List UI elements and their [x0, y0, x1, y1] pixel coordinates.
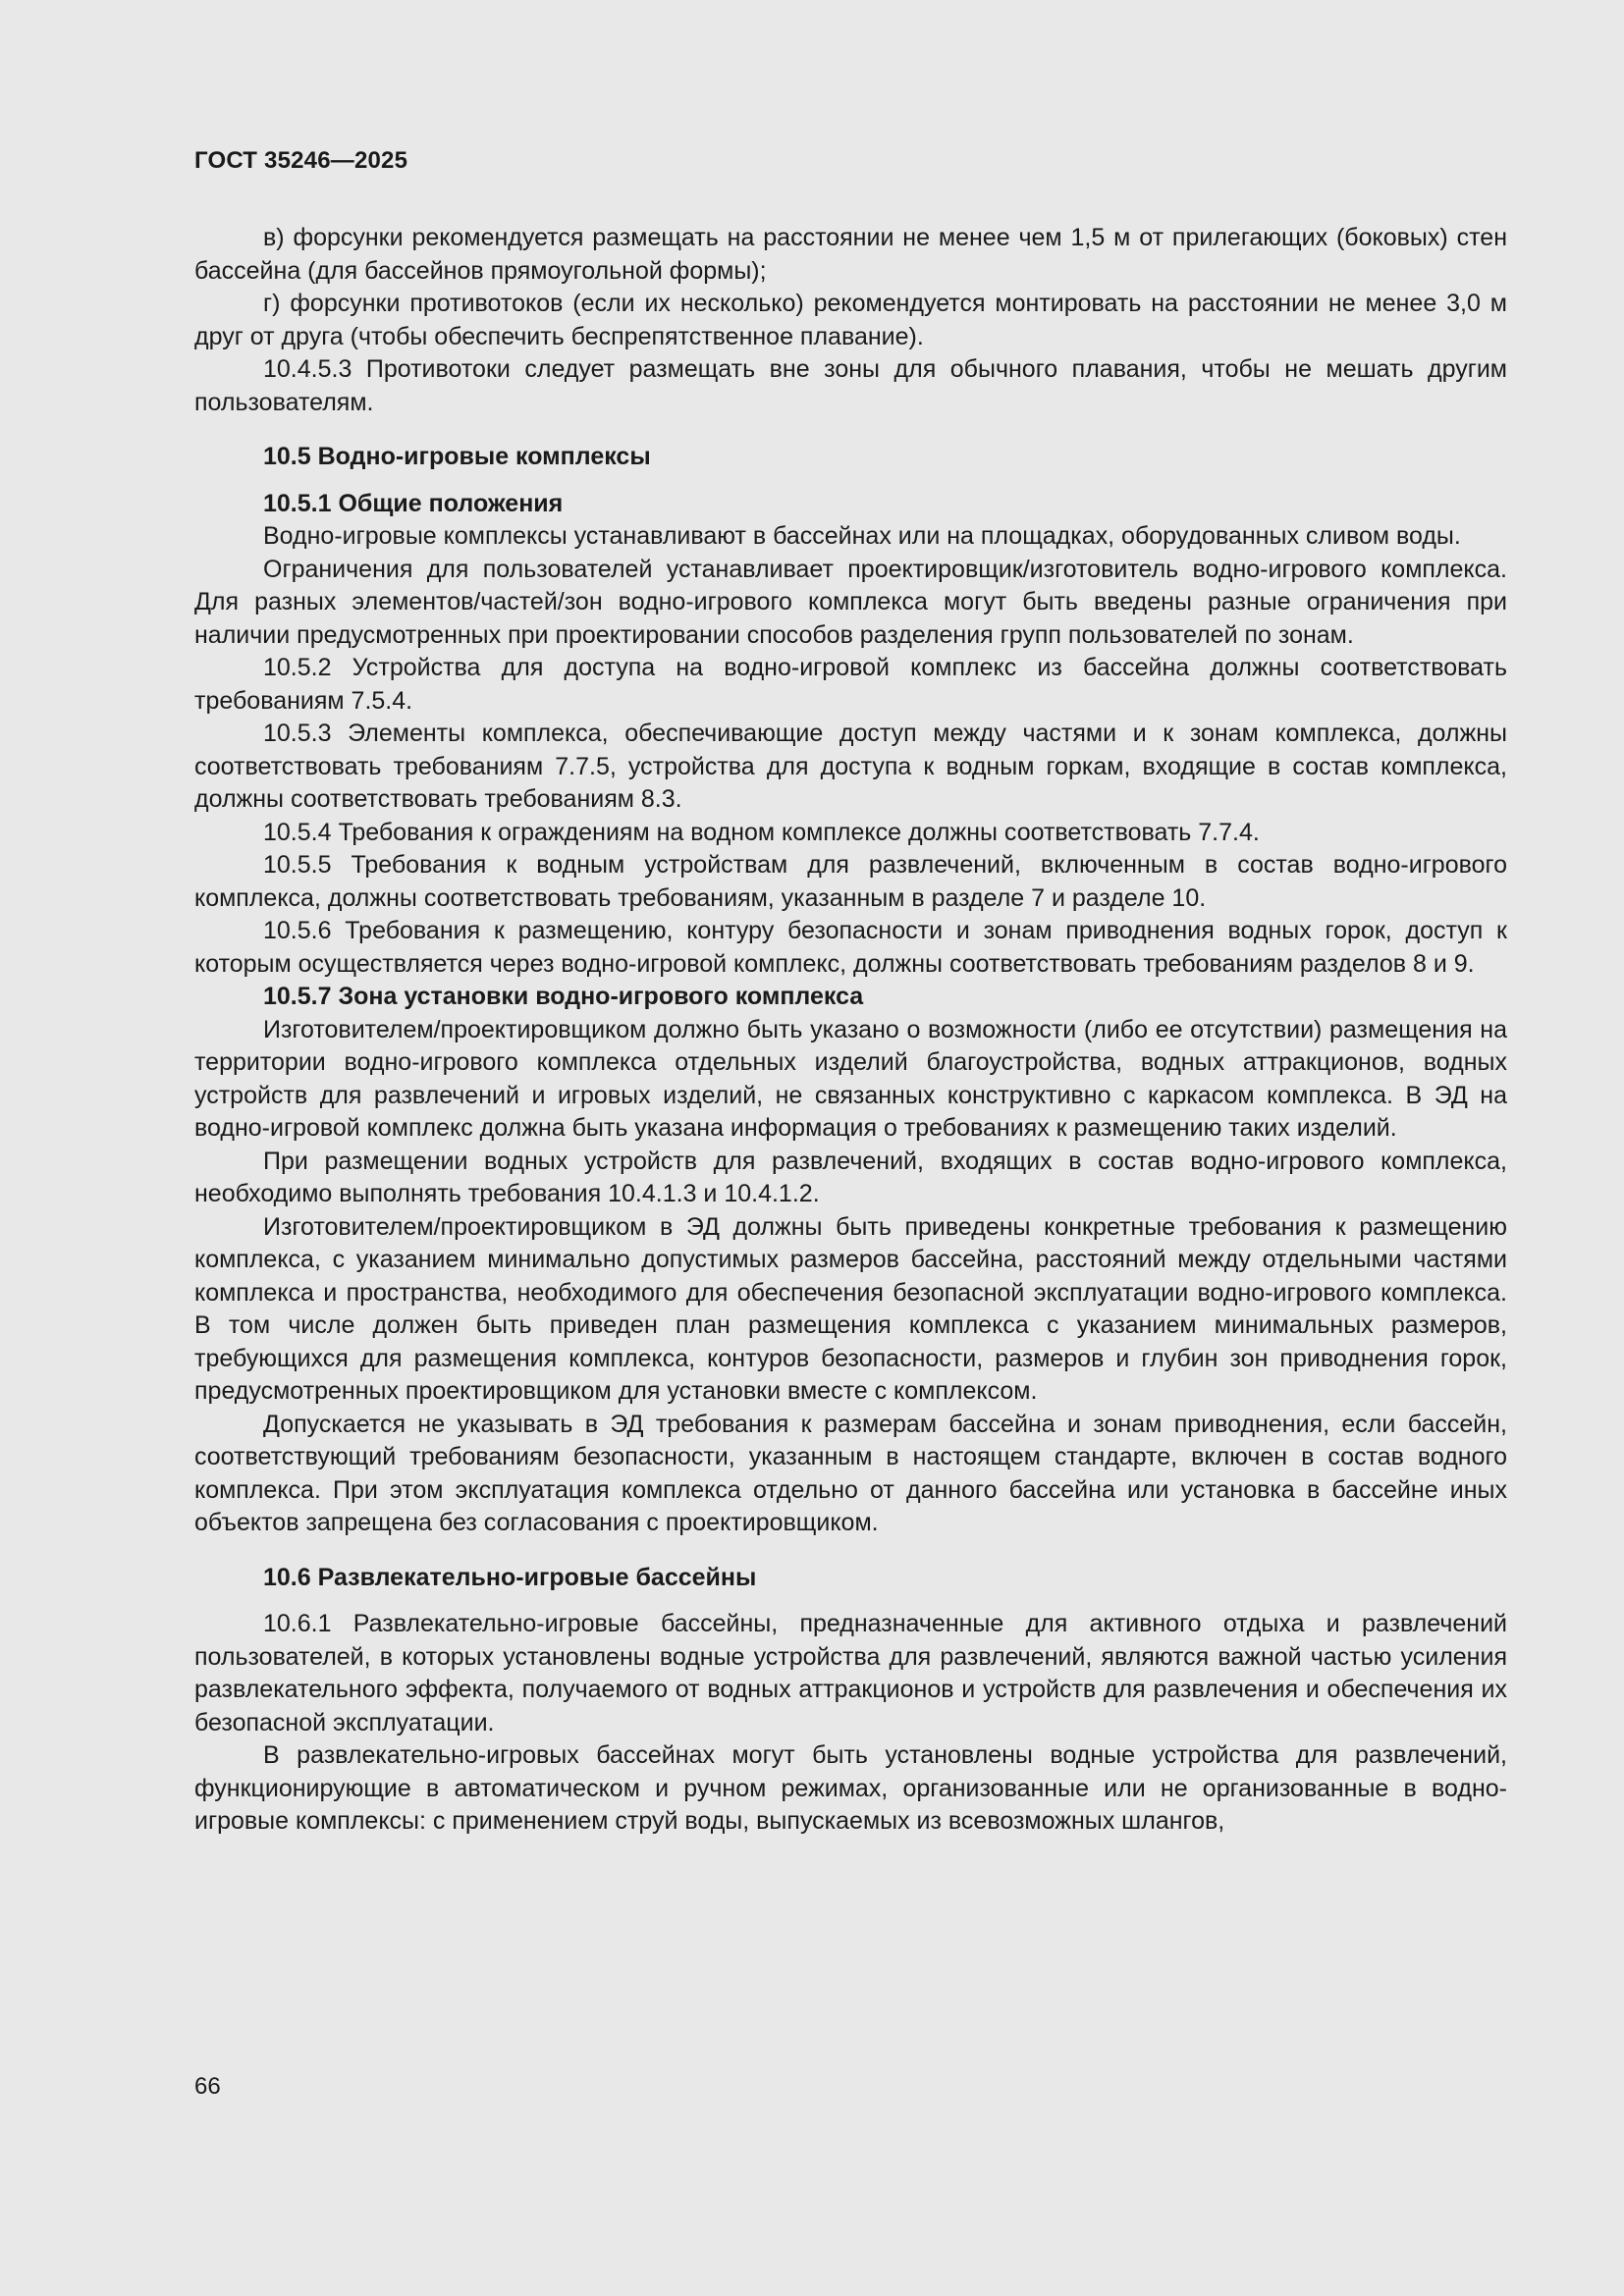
paragraph-10-5-1-a: Водно-игровые комплексы устанавливают в бассейнах или на площадках, оборудованных сливом воды. — [263, 522, 1461, 550]
paragraph-10-5-3: 10.5.3 Элементы комплекса, обеспечивающие доступ между частями и к зонам комплекса, должны соответствовать требованиям 7.7.5, устройства для доступа к водным горкам, входящие в состав комплекса, должны соответствовать требованиям 8.3. — [194, 720, 1507, 813]
paragraph-10-4-5-3: 10.4.5.3 Противотоки следует размещать вне зоны для обычного плавания, чтобы не мешать другим пользователям. — [194, 355, 1507, 416]
paragraph-10-5-7-b: При размещении водных устройств для развлечений, входящих в состав водно-игрового комплекса, необходимо выполнять требования 10.4.1.3 и 10.4.1.2. — [194, 1147, 1507, 1207]
paragraph-10-5-5: 10.5.5 Требования к водным устройствам для развлечений, включенным в состав водно-игрового комплекса, должны соответствовать требованиям, указанным в разделе 7 и разделе 10. — [194, 851, 1507, 912]
document-header: ГОСТ 35246—2025 — [194, 147, 408, 174]
paragraph-10-5-6: 10.5.6 Требования к размещению, контуру безопасности и зонам приводнения водных горок, доступ к которым осуществляется через водно-игровой комплекс, должны соответствовать требованиям разделов 8 и 9. — [194, 917, 1507, 978]
paragraph-10-6-1: 10.6.1 Развлекательно-игровые бассейны, предназначенные для активного отдыха и развлечений пользователей, в которых установлены водные устройства для развлечений, являются важной частью усиления развлекательного эффекта, получаемого от водных аттракционов и устройств для развлечения и обеспечения их безопасной эксплуатации. — [194, 1610, 1507, 1736]
paragraph-10-4-5-2-v: в) форсунки рекомендуется размещать на расстоянии не менее чем 1,5 м от прилегающих (боковых) стен бассейна (для бассейнов прямоугольной формы); — [194, 224, 1507, 285]
document-body — [194, 222, 1507, 1839]
paragraph-10-5-4: 10.5.4 Требования к ограждениям на водном комплексе должны соответствовать 7.7.4. — [263, 818, 1260, 846]
paragraph-10-4-5-2-g: г) форсунки противотоков (если их несколько) рекомендуется монтировать на расстоянии не менее 3,0 м друг от друга (чтобы обеспечить беспрепятственное плавание). — [194, 290, 1507, 350]
paragraph-10-5-7-d: Допускается не указывать в ЭД требования к размерам бассейна и зонам приводнения, если бассейн, соответствующий требованиям безопасности, указанным в настоящем стандарте, включен в состав водного комплекса. При этом эксплуатация комплекса отдельно от данного бассейна или установка в бассейне иных объектов запрещена без согласования с проектировщиком. — [194, 1410, 1507, 1536]
heading-10-5-7: 10.5.7 Зона установки водно-игрового комплекса — [263, 983, 864, 1010]
page-number: 66 — [194, 2073, 221, 2100]
paragraph-10-5-2: 10.5.2 Устройства для доступа на водно-игровой комплекс из бассейна должны соответствовать требованиям 7.5.4. — [194, 654, 1507, 715]
heading-10-5: 10.5 Водно-игровые комплексы — [263, 443, 651, 470]
paragraph-10-5-7-c: Изготовителем/проектировщиком в ЭД должны быть приведены конкретные требования к размещению комплекса, с указанием минимально допустимых размеров бассейна, расстояний между отдельными частями комплекса и пространства, необходимого для обеспечения безопасной эксплуатации водно-игрового комплекса. В том числе должен быть приведен план размещения комплекса с указанием минимальных размеров, требующихся для размещения комплекса, контуров безопасности, размеров и глубин зон приводнения горок, предусмотренных проектировщиком для установки вместе с комплексом. — [194, 1212, 1507, 1405]
heading-10-5-1: 10.5.1 Общие положения — [263, 489, 564, 517]
paragraph-10-5-7-a: Изготовителем/проектировщиком должно быть указано о возможности (либо ее отсутствии) размещения на территории водно-игрового комплекса отдельных изделий благоустройства, водных аттракционов, водных устройств для развлечений и игровых изделий, не связанных конструктивно с каркасом комплекса. В ЭД на водно-игровой комплекс должна быть указана информация о требованиях к размещению таких изделий. — [194, 1015, 1507, 1142]
paragraph-10-6-1-b: В развлекательно-игровых бассейнах могут быть установлены водные устройства для развлечений, функционирующие в автоматическом и ручном режимах, организованные или не организованные в водно-игровые комплексы: с применением струй воды, выпускаемых из всевозможных шлангов, — [194, 1741, 1507, 1835]
heading-10-6: 10.6 Развлекательно-игровые бассейны — [263, 1563, 757, 1591]
paragraph-10-5-1-b: Ограничения для пользователей устанавливает проектировщик/изготовитель водно-игрового комплекса. Для разных элементов/частей/зон водно-игрового комплекса могут быть введены разные ограничения при наличии предусмотренных при проектировании способов разделения групп пользователей по зонам. — [194, 555, 1507, 649]
